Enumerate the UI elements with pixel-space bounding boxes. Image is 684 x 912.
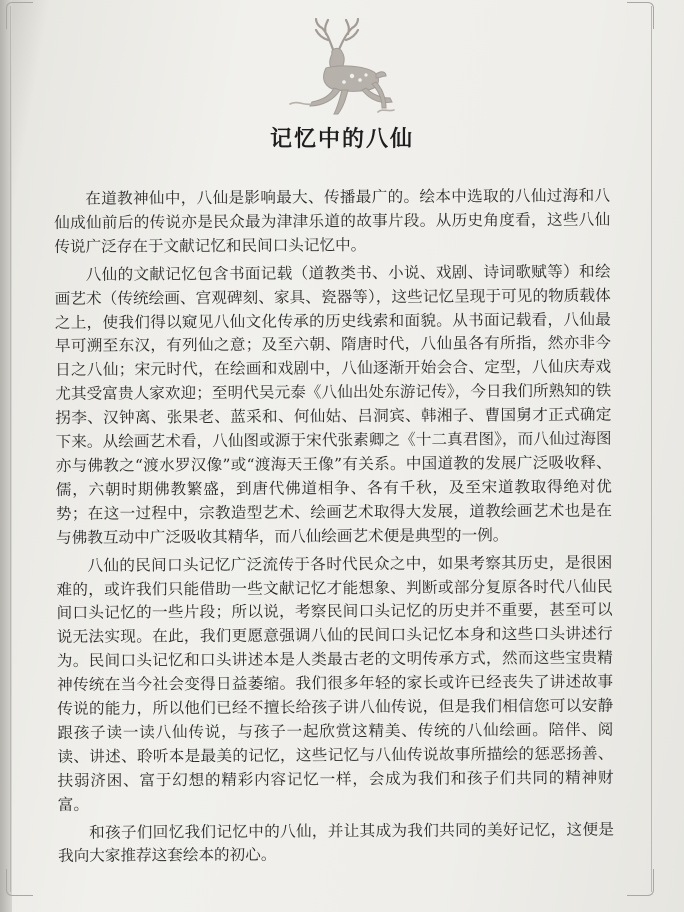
frame-corner-bottom-left: [6, 869, 33, 896]
body-text: [54, 185, 614, 870]
paragraph-4: 和孩子们回忆我们记忆中的八仙，并让其成为我们共同的美好记忆，这便是我向大家推荐这套绘本的初心。: [58, 820, 614, 866]
page-title: 记忆中的八仙: [269, 127, 414, 152]
paragraph-3: 八仙的民间口头记忆广泛流传于各时代民众之中，如果考察其历史，是很困难的，或许我们只能借助一些文献记忆才能想象、判断或部分复原各时代八仙民间口头记忆的一些片段；所以说，考察民间口头记忆的历史并不重要，甚至可以说无法实现。在此，我们更愿意强调八仙的民间口头记忆本身和这些口头讲述行为。民间口头记忆和口头讲述本是人类最古老的文明传承方式，然而这些宝贵精神传统在当今社会变得日益萎缩。我们很多年轻的家长或许已经丧失了讲述故事传说的能力，所以他们已经不擅长给孩子讲八仙传说，但是我们相信您可以安静跟孩子读一读八仙传说，与孩子一起欣赏这精美、传统的八仙绘画。陪伴、阅读、讲述、聆听本是最美的记忆，这些记忆与八仙传说故事所描绘的惩恶扬善、扶弱济困、富于幻想的精彩内容记忆一样，会成为我们和孩子们共同的精神财富。: [56, 553, 614, 814]
paragraph-1: 在道教神仙中，八仙是影响最大、传播最广的。绘本中选取的八仙过海和八仙成仙前后的传说亦是民众最为津津乐道的故事片段。从历史角度看，这些八仙传说广泛存在于文献记忆和民间口头记忆中。: [54, 186, 611, 256]
frame-corner-top-right: [627, 2, 654, 29]
frame-corner-top-left: [6, 2, 33, 29]
deer-icon: [282, 18, 398, 118]
frame-corner-bottom-right: [627, 869, 654, 896]
paragraph-2: 八仙的文献记忆包含书面记载（道教类书、小说、戏剧、诗词歌赋等）和绘画艺术（传统绘画、宫观碑刻、家具、瓷器等），这些记忆呈现于可见的物质载体之上，使我们得以窥见八仙文化传承的历史线索和面貌。从书面记载看，八仙最早可溯至东汉，有列仙之意；及至六朝、隋唐时代，八仙虽各有所指，然亦非今日之八仙；宋元时代，在绘画和戏剧中，八仙逐渐开始会合、定型，八仙庆寿戏尤其受富贵人家欢迎；至明代吴元泰《八仙出处东游记传》，今日我们所熟知的铁拐李、汉钟离、张果老、蓝采和、何仙姑、吕洞宾、韩湘子、曹国舅才正式确定下来。从绘画艺术看，八仙图或源于宋代张素卿之《十二真君图》，而八仙过海图亦与佛教之“渡水罗汉像”或“渡海天王像”有关系。中国道教的发展广泛吸收释、儒，六朝时期佛教繁盛，到唐代佛道相争、各有千秋，及至宋道教取得绝对优势；在这一过程中，宗教造型艺术、绘画艺术取得大发展，道教绘画艺术也是在与佛教互动中广泛吸收其精华，而八仙绘画艺术便是典型的一例。: [54, 262, 613, 547]
